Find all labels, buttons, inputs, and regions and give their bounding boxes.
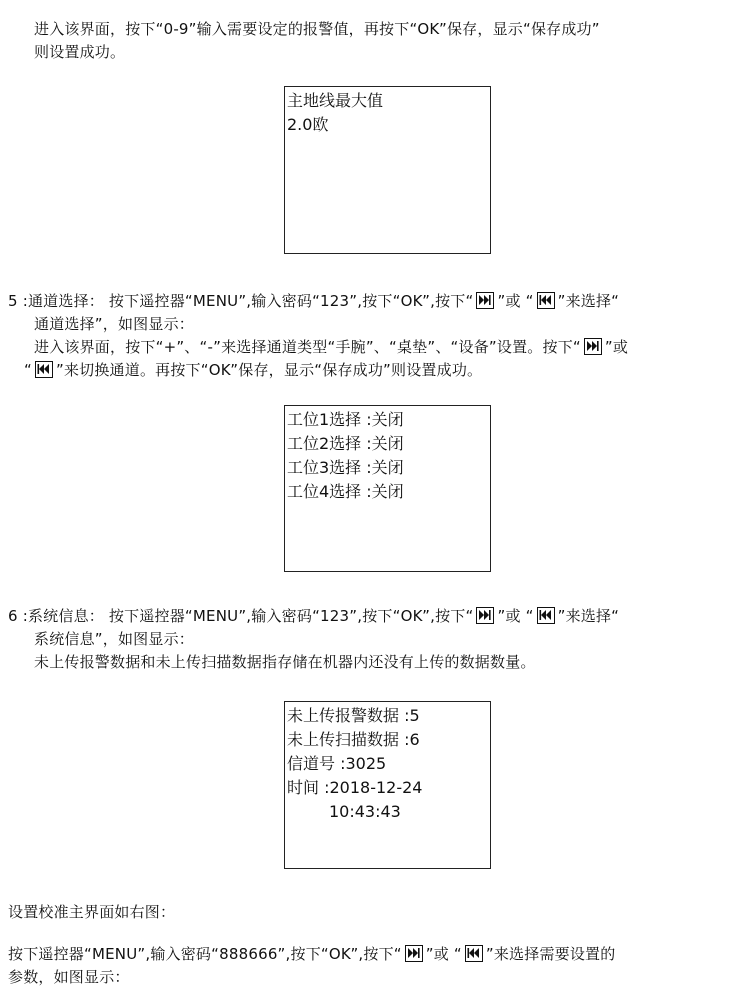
section-5-text: 5 :通道选择： 按下遥控器“MENU”,输入密码“123”,按下“OK”,按下“ (8, 292, 474, 310)
screen-line: 主地线最大值 (287, 91, 384, 110)
section-6-line-1 (8, 605, 619, 627)
last-text: ”或 “ (425, 945, 462, 963)
screen-line: 工位1选择 :关闭 (287, 410, 404, 429)
section-6-line-3: 未上传报警数据和未上传扫描数据指存储在机器内还没有上传的数据数量。 (34, 653, 536, 671)
device-screen-ground-max (284, 86, 491, 254)
section-5-text: ”来切换通道。再按下“OK”保存，显示“保存成功”则设置成功。 (55, 361, 483, 379)
skip-previous-icon (465, 945, 483, 962)
screen-line: 未上传报警数据 :5 (287, 706, 420, 725)
device-screen-channel-select (284, 405, 491, 572)
device-screen-system-info (284, 701, 491, 869)
section-6-text: ”来选择“ (557, 607, 620, 625)
section-5-line-4 (24, 359, 482, 381)
skip-next-icon (476, 292, 494, 309)
screen-line: 工位2选择 :关闭 (287, 434, 404, 453)
section-5-text: 进入该界面，按下“+”、“-”来选择通道类型“手腕”、“桌垫”、“设备”设置。按下“ (34, 338, 581, 356)
section-5-text: “ (24, 361, 32, 379)
skip-previous-icon (537, 292, 555, 309)
section-5-line-1 (8, 290, 619, 312)
section-5-line-2: 通道选择”，如图显示： (34, 315, 194, 333)
section-6-line-2: 系统信息”，如图显示： (34, 630, 194, 648)
screen-time: 10:43:43 (329, 802, 401, 821)
last-line-2: 参数，如图显示： (8, 968, 130, 986)
section-5-line-3 (34, 336, 628, 358)
screen-line: 工位3选择 :关闭 (287, 458, 404, 477)
screen-line: 时间 :2018-12-24 (287, 778, 423, 797)
last-text: ”来选择需要设置的 (485, 945, 616, 963)
skip-previous-icon (537, 607, 555, 624)
section-6-text: ”或 “ (497, 607, 534, 625)
intro-line-1: 进入该界面，按下“0-9”输入需要设定的报警值，再按下“OK”保存，显示“保存成功” (34, 20, 600, 38)
screen-line: 2.0欧 (287, 115, 329, 134)
last-text: 按下遥控器“MENU”,输入密码“888666”,按下“OK”,按下“ (8, 945, 402, 963)
skip-next-icon (584, 338, 602, 355)
intro-line-2: 则设置成功。 (34, 43, 126, 61)
section-5-text: ”来选择“ (557, 292, 620, 310)
section-6-text: 6 :系统信息： 按下遥控器“MENU”,输入密码“123”,按下“OK”,按下“ (8, 607, 474, 625)
screen-line: 信道号 :3025 (287, 754, 387, 773)
skip-next-icon (405, 945, 423, 962)
last-line-1 (8, 943, 615, 965)
section-5-text: ”或 “ (497, 292, 534, 310)
screen-line: 工位4选择 :关闭 (287, 482, 404, 501)
skip-next-icon (476, 607, 494, 624)
screen-line: 未上传扫描数据 :6 (287, 730, 420, 749)
skip-previous-icon (35, 361, 53, 378)
section-5-text: ”或 (604, 338, 629, 356)
calibration-line: 设置校准主界面如右图： (8, 903, 176, 921)
